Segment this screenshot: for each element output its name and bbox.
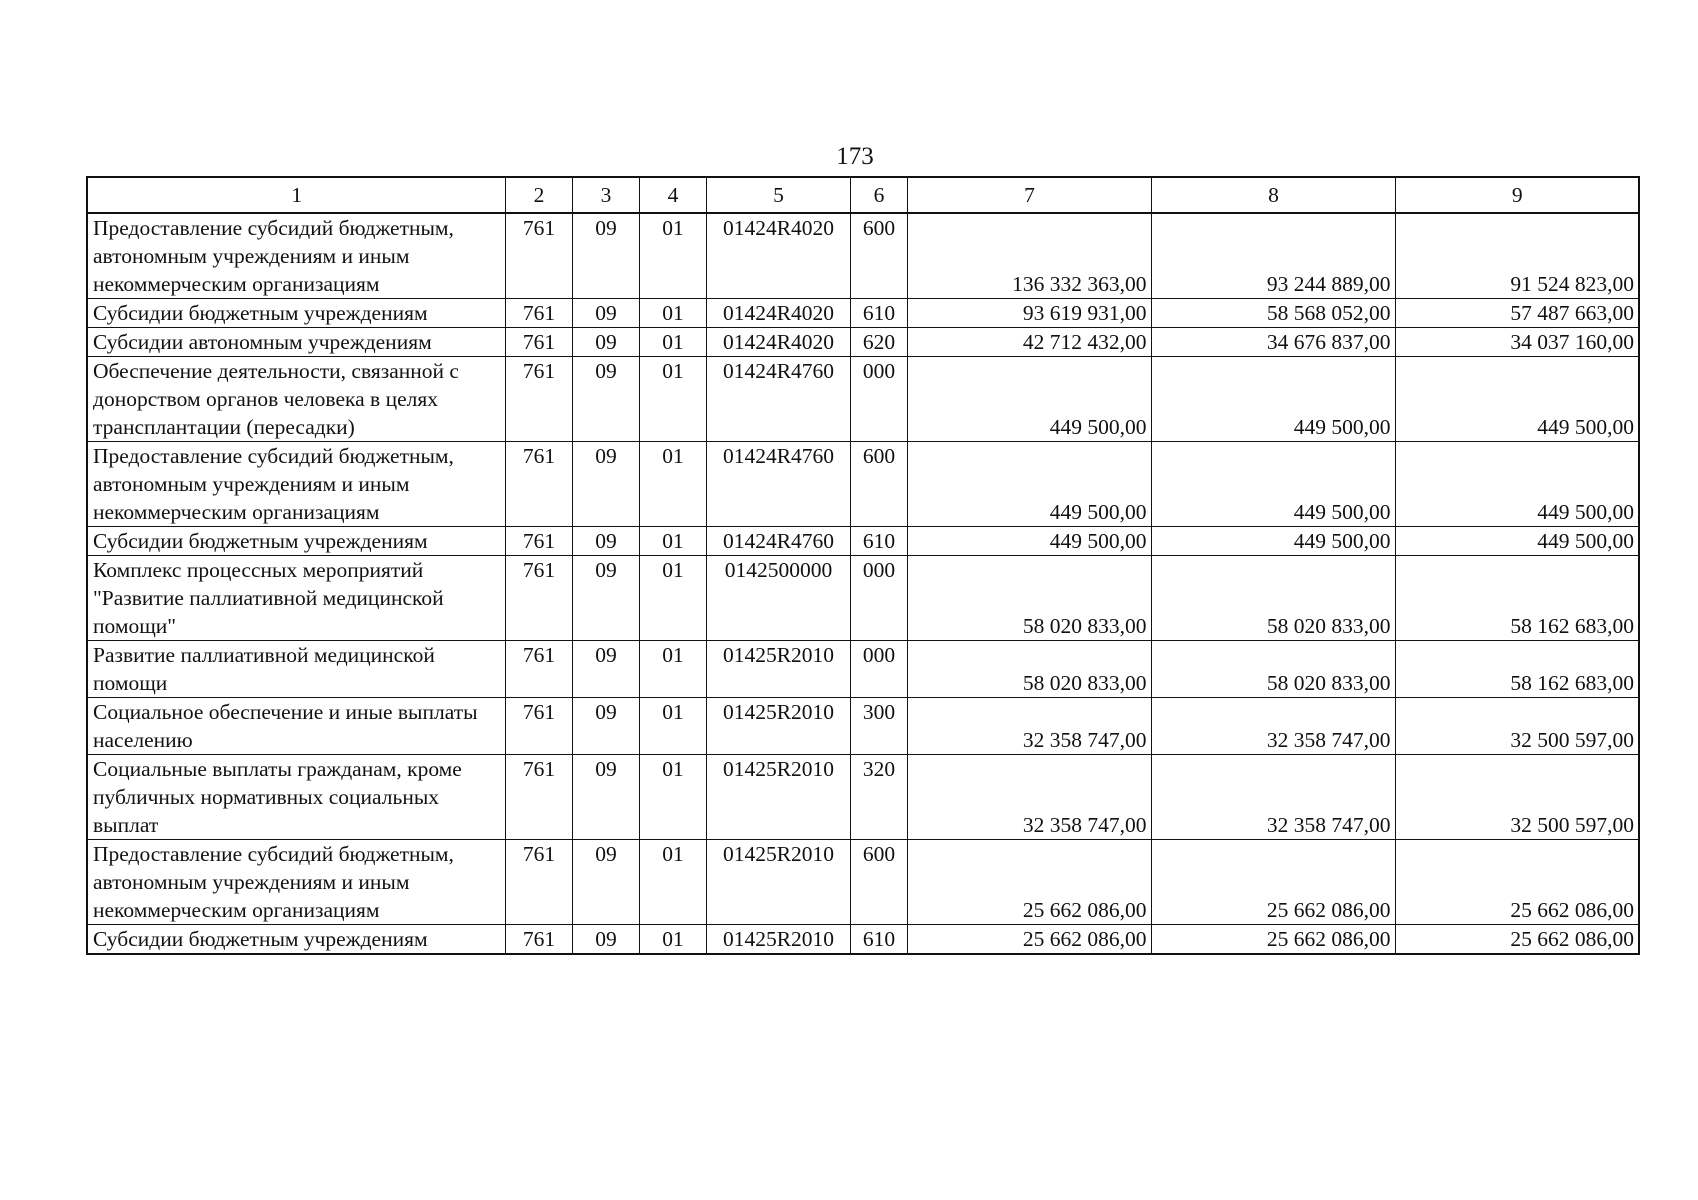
expense-type-cell: 610 — [850, 925, 907, 955]
amount-year-2-cell: 25 662 086,00 — [1151, 925, 1395, 955]
expense-type-cell: 600 — [850, 840, 907, 925]
amount-year-1-cell: 449 500,00 — [907, 527, 1151, 556]
expense-type-cell: 610 — [850, 299, 907, 328]
subsection-code-cell: 01 — [639, 755, 706, 840]
subsection-code-cell: 01 — [639, 698, 706, 755]
subsection-code-cell: 01 — [639, 213, 706, 299]
subsection-code-cell: 01 — [639, 299, 706, 328]
amount-year-2-cell: 58 020 833,00 — [1151, 556, 1395, 641]
amount-year-3-cell: 91 524 823,00 — [1395, 213, 1639, 299]
amount-year-2-cell: 34 676 837,00 — [1151, 328, 1395, 357]
column-header: 6 — [850, 177, 907, 213]
column-header: 7 — [907, 177, 1151, 213]
amount-year-3-cell: 34 037 160,00 — [1395, 328, 1639, 357]
amount-year-3-cell: 449 500,00 — [1395, 442, 1639, 527]
amount-year-3-cell: 58 162 683,00 — [1395, 641, 1639, 698]
section-code-cell: 09 — [572, 328, 639, 357]
amount-year-1-cell: 32 358 747,00 — [907, 755, 1151, 840]
column-header: 8 — [1151, 177, 1395, 213]
ministry-code-cell: 761 — [505, 925, 572, 955]
expense-name-cell: Предоставление субсидий бюджетным, автономным учреждениям и иным некоммерческим организациям — [87, 442, 505, 527]
ministry-code-cell: 761 — [505, 328, 572, 357]
table-row — [87, 698, 1639, 755]
target-article-cell: 01425R2010 — [706, 840, 850, 925]
expense-type-cell: 320 — [850, 755, 907, 840]
amount-year-1-cell: 25 662 086,00 — [907, 925, 1151, 955]
ministry-code-cell: 761 — [505, 556, 572, 641]
table-row — [87, 213, 1639, 299]
table-row — [87, 755, 1639, 840]
table-row — [87, 328, 1639, 357]
table-row — [87, 357, 1639, 442]
amount-year-1-cell: 136 332 363,00 — [907, 213, 1151, 299]
section-code-cell: 09 — [572, 556, 639, 641]
expense-name-cell: Комплекс процессных мероприятий "Развитие паллиативной медицинской помощи" — [87, 556, 505, 641]
section-code-cell: 09 — [572, 840, 639, 925]
subsection-code-cell: 01 — [639, 925, 706, 955]
table-row — [87, 442, 1639, 527]
table-row — [87, 641, 1639, 698]
section-code-cell: 09 — [572, 925, 639, 955]
ministry-code-cell: 761 — [505, 755, 572, 840]
amount-year-3-cell: 58 162 683,00 — [1395, 556, 1639, 641]
target-article-cell: 01424R4760 — [706, 527, 850, 556]
expense-type-cell: 600 — [850, 442, 907, 527]
ministry-code-cell: 761 — [505, 357, 572, 442]
table-row — [87, 840, 1639, 925]
page-number: 173 — [836, 143, 874, 170]
amount-year-3-cell: 32 500 597,00 — [1395, 698, 1639, 755]
column-header: 2 — [505, 177, 572, 213]
ministry-code-cell: 761 — [505, 840, 572, 925]
ministry-code-cell: 761 — [505, 698, 572, 755]
amount-year-2-cell: 32 358 747,00 — [1151, 698, 1395, 755]
expense-name-cell: Субсидии бюджетным учреждениям — [87, 925, 505, 955]
expense-name-cell: Субсидии бюджетным учреждениям — [87, 527, 505, 556]
budget-table — [86, 176, 1640, 955]
section-code-cell: 09 — [572, 698, 639, 755]
subsection-code-cell: 01 — [639, 328, 706, 357]
target-article-cell: 01425R2010 — [706, 755, 850, 840]
ministry-code-cell: 761 — [505, 299, 572, 328]
amount-year-1-cell: 449 500,00 — [907, 442, 1151, 527]
section-code-cell: 09 — [572, 755, 639, 840]
ministry-code-cell: 761 — [505, 213, 572, 299]
subsection-code-cell: 01 — [639, 840, 706, 925]
header-row — [87, 177, 1639, 213]
amount-year-1-cell: 25 662 086,00 — [907, 840, 1151, 925]
amount-year-2-cell: 449 500,00 — [1151, 527, 1395, 556]
target-article-cell: 01424R4020 — [706, 213, 850, 299]
target-article-cell: 01424R4760 — [706, 357, 850, 442]
table-row — [87, 925, 1639, 955]
amount-year-1-cell: 58 020 833,00 — [907, 641, 1151, 698]
target-article-cell: 01424R4020 — [706, 299, 850, 328]
ministry-code-cell: 761 — [505, 641, 572, 698]
expense-name-cell: Социальные выплаты гражданам, кроме публичных нормативных социальных выплат — [87, 755, 505, 840]
target-article-cell: 01424R4020 — [706, 328, 850, 357]
expense-name-cell: Субсидии автономным учреждениям — [87, 328, 505, 357]
subsection-code-cell: 01 — [639, 442, 706, 527]
column-header: 4 — [639, 177, 706, 213]
column-header: 3 — [572, 177, 639, 213]
target-article-cell: 01425R2010 — [706, 925, 850, 955]
subsection-code-cell: 01 — [639, 527, 706, 556]
amount-year-3-cell: 25 662 086,00 — [1395, 840, 1639, 925]
amount-year-2-cell: 93 244 889,00 — [1151, 213, 1395, 299]
section-code-cell: 09 — [572, 299, 639, 328]
expense-type-cell: 300 — [850, 698, 907, 755]
amount-year-2-cell: 25 662 086,00 — [1151, 840, 1395, 925]
subsection-code-cell: 01 — [639, 357, 706, 442]
ministry-code-cell: 761 — [505, 442, 572, 527]
subsection-code-cell: 01 — [639, 556, 706, 641]
amount-year-2-cell: 32 358 747,00 — [1151, 755, 1395, 840]
table-body — [87, 213, 1639, 954]
target-article-cell: 01425R2010 — [706, 641, 850, 698]
expense-name-cell: Предоставление субсидий бюджетным, автономным учреждениям и иным некоммерческим организациям — [87, 840, 505, 925]
table-row — [87, 299, 1639, 328]
section-code-cell: 09 — [572, 641, 639, 698]
expense-type-cell: 000 — [850, 556, 907, 641]
expense-type-cell: 600 — [850, 213, 907, 299]
column-header: 5 — [706, 177, 850, 213]
section-code-cell: 09 — [572, 527, 639, 556]
amount-year-1-cell: 449 500,00 — [907, 357, 1151, 442]
expense-name-cell: Социальное обеспечение и иные выплаты населению — [87, 698, 505, 755]
expense-name-cell: Предоставление субсидий бюджетным, автономным учреждениям и иным некоммерческим организациям — [87, 213, 505, 299]
expense-type-cell: 610 — [850, 527, 907, 556]
amount-year-1-cell: 58 020 833,00 — [907, 556, 1151, 641]
expense-type-cell: 000 — [850, 357, 907, 442]
amount-year-1-cell: 32 358 747,00 — [907, 698, 1151, 755]
expense-name-cell: Развитие паллиативной медицинской помощи — [87, 641, 505, 698]
expense-type-cell: 000 — [850, 641, 907, 698]
amount-year-3-cell: 32 500 597,00 — [1395, 755, 1639, 840]
amount-year-3-cell: 449 500,00 — [1395, 357, 1639, 442]
target-article-cell: 01424R4760 — [706, 442, 850, 527]
amount-year-3-cell: 449 500,00 — [1395, 527, 1639, 556]
table-row — [87, 556, 1639, 641]
amount-year-1-cell: 42 712 432,00 — [907, 328, 1151, 357]
amount-year-2-cell: 449 500,00 — [1151, 357, 1395, 442]
section-code-cell: 09 — [572, 442, 639, 527]
target-article-cell: 01425R2010 — [706, 698, 850, 755]
amount-year-2-cell: 58 568 052,00 — [1151, 299, 1395, 328]
expense-name-cell: Субсидии бюджетным учреждениям — [87, 299, 505, 328]
target-article-cell: 0142500000 — [706, 556, 850, 641]
expense-type-cell: 620 — [850, 328, 907, 357]
amount-year-2-cell: 58 020 833,00 — [1151, 641, 1395, 698]
subsection-code-cell: 01 — [639, 641, 706, 698]
amount-year-2-cell: 449 500,00 — [1151, 442, 1395, 527]
column-header: 9 — [1395, 177, 1639, 213]
amount-year-3-cell: 25 662 086,00 — [1395, 925, 1639, 955]
expense-name-cell: Обеспечение деятельности, связанной с донорством органов человека в целях трансплантации (пересадки) — [87, 357, 505, 442]
section-code-cell: 09 — [572, 213, 639, 299]
amount-year-3-cell: 57 487 663,00 — [1395, 299, 1639, 328]
column-header: 1 — [87, 177, 505, 213]
ministry-code-cell: 761 — [505, 527, 572, 556]
section-code-cell: 09 — [572, 357, 639, 442]
amount-year-1-cell: 93 619 931,00 — [907, 299, 1151, 328]
table-row — [87, 527, 1639, 556]
